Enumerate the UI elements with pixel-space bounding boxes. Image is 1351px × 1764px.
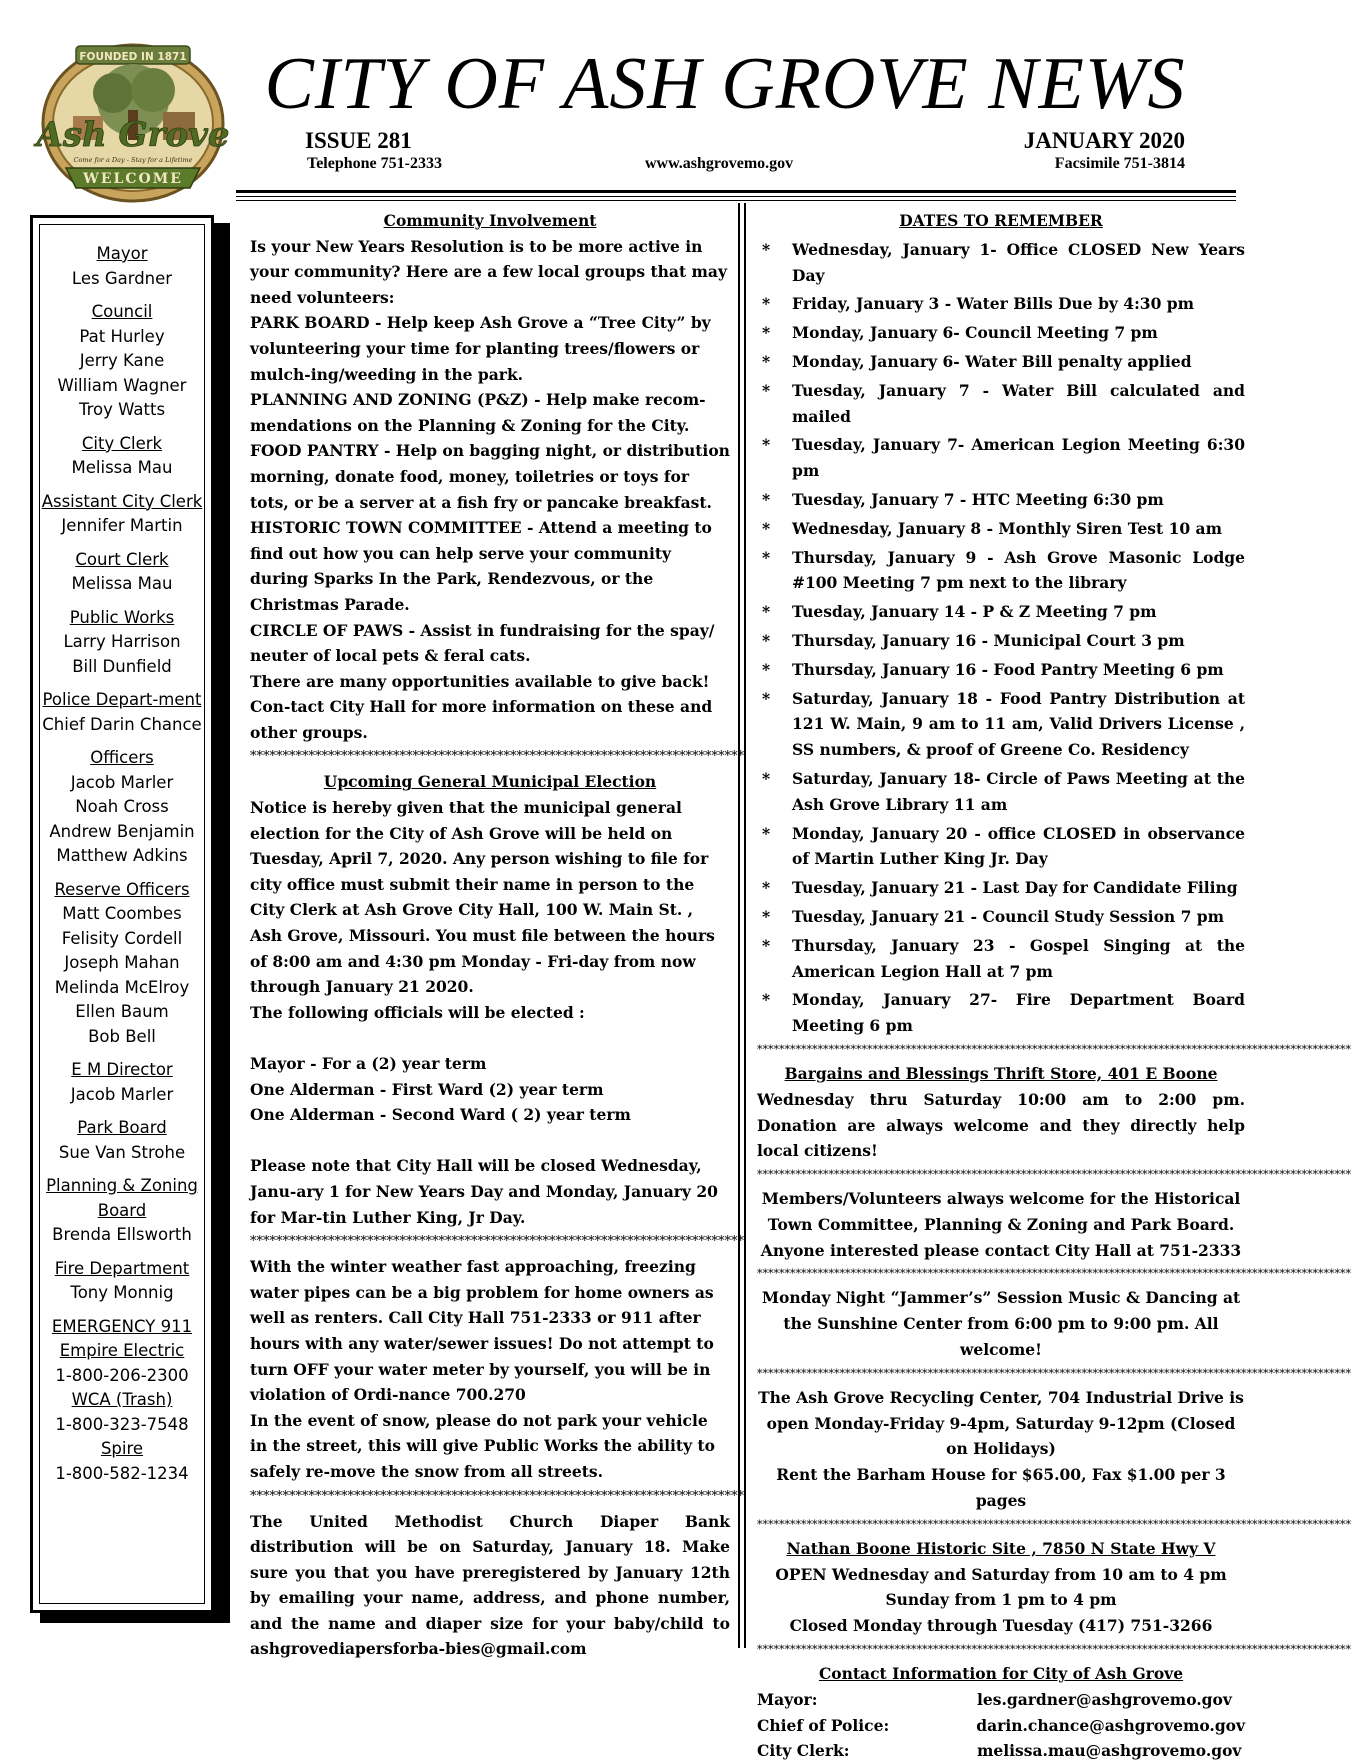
event-text: Thursday, January 9 - Ash Grove Masonic Lodge #100 Meeting 7 pm next to the library (792, 547, 1245, 593)
event-text: Tuesday, January 21 - Council Study Session 7 pm (792, 906, 1224, 926)
sidebar-official-name: Ellen Baum (75, 1002, 169, 1021)
utility-phone: 1-800-206-2300 (55, 1365, 189, 1385)
volunteers-contact: Anyone interested please contact City Hall at 751-2333 (760, 1240, 1242, 1260)
events-list (757, 237, 1245, 1039)
event-item (757, 349, 1245, 375)
barham-text: Rent the Barham House for $65.00, Fax $1.00 per 3 pages (776, 1465, 1226, 1511)
sidebar-official-name: Melissa Mau (71, 574, 173, 593)
bullet-icon: * (762, 878, 771, 898)
election-heading: Upcoming General Municipal Election (323, 772, 657, 792)
event-item (757, 320, 1245, 346)
event-item (757, 291, 1245, 317)
star-separator: ************************************************************************************************************ (757, 1643, 1351, 1657)
sidebar-group (33, 1257, 211, 1306)
opportunities-text: There are many opportunities available to give back! Con-tact City Hall for more information on these and other groups. (250, 671, 713, 742)
park-board-text: PARK BOARD - Help keep Ash Grove a “Tree City” by volunteering your time for planting trees/flowers or mulch-ing/weeding in the park. (250, 313, 711, 384)
bullet-icon: * (762, 239, 771, 259)
issue-number: ISSUE 281 (305, 128, 412, 153)
historic-committee-text: HISTORIC TOWN COMMITTEE - Attend a meeting to find out how you can help serve your community during Sparks In the Park, Rendezvous, or the Christmas Parade. (250, 518, 712, 614)
contact-role: Mayor: (757, 1689, 818, 1709)
contact-email[interactable]: darin.chance@ashgrovemo.gov (976, 1715, 1245, 1735)
bullet-icon: * (762, 380, 771, 400)
diaper-bank-text: The United Methodist Church Diaper Bank distribution will be on Saturday, January 18. Make sure you that you have preregistered by January 12th by emailing your name, address, and phone number, and the name and diaper size for your baby/child to ashgrovediapersforba-bies@gmail.com (250, 1511, 730, 1659)
masthead-rule (236, 196, 1236, 197)
bullet-icon: * (762, 351, 771, 371)
event-text: Monday, January 6- Water Bill penalty applied (792, 351, 1192, 371)
logo-top-text: FOUNDED IN 1871 (79, 51, 187, 63)
sidebar-official-name: Jacob Marler (70, 1084, 174, 1104)
event-item (757, 875, 1245, 901)
masthead-rule (236, 190, 1236, 193)
sidebar-official-name: Melinda McElroy (54, 977, 190, 997)
facsimile: Facsimile 751-3814 (1054, 155, 1185, 172)
circle-of-paws-text: CIRCLE OF PAWS - Assist in fundraising for the spay/ neuter of local pets & feral cats. (250, 620, 715, 666)
logo-name: Ash Grove (36, 115, 230, 155)
star-separator: ************************************************************************************************************ (757, 1517, 1351, 1531)
bullet-icon: * (762, 518, 771, 538)
sidebar-official-name: Brenda Ellsworth (52, 1225, 192, 1244)
bullet-icon: * (762, 659, 771, 679)
sidebar-group (33, 688, 211, 737)
event-text: Friday, January 3 - Water Bills Due by 4:30 pm (792, 294, 1195, 314)
sidebar-official-name: Jerry Kane (79, 351, 165, 370)
column-divider (738, 203, 740, 1648)
event-item (757, 487, 1245, 513)
sidebar-group (33, 746, 211, 869)
event-text: Tuesday, January 7 - HTC Meeting 6:30 pm (792, 489, 1164, 509)
event-text: Wednesday, January 1- Office CLOSED New Years Day (792, 239, 1245, 285)
utility-name: Empire Electric (59, 1341, 185, 1360)
star-separator: **************************************************************************** (250, 1234, 744, 1250)
sidebar-official-name: Matthew Adkins (56, 846, 188, 865)
bullet-icon: * (762, 688, 771, 708)
sidebar-group (33, 1058, 211, 1107)
sidebar-group (33, 548, 211, 597)
position-item: One Alderman - Second Ward ( 2) year term (250, 1105, 631, 1125)
bullet-icon: * (762, 935, 771, 955)
sidebar-heading: E M Director (71, 1060, 173, 1079)
event-text: Thursday, January 16 - Food Pantry Meeting 6 pm (792, 659, 1224, 679)
bullet-icon: * (762, 294, 771, 314)
contact-row (757, 1738, 1245, 1764)
winter-text: With the winter weather fast approaching, freezing water pipes can be a big problem for home owners as well as renters. Call City Hall 751-2333 or 911 after hours with any water/sewer issues! Do not attempt to turn OFF your water meter by yourself, you will be in violation of Ordi-nance 700.270 (250, 1257, 714, 1405)
sidebar-official-name: Tony Monnig (70, 1283, 174, 1302)
sidebar-official-name: Bill Dunfield (72, 656, 172, 676)
utility-phone: 1-800-323-7548 (55, 1414, 189, 1434)
sidebar-official-name: Matt Coombes (62, 904, 182, 923)
event-item (757, 686, 1245, 763)
position-item: One Alderman - First Ward (2) year term (250, 1079, 604, 1099)
event-text: Monday, January 6- Council Meeting 7 pm (792, 323, 1158, 343)
recycling-text: The Ash Grove Recycling Center, 704 Industrial Drive is open Monday-Friday 9-4pm, Saturday 9-12pm (Closed on Holidays) (758, 1387, 1244, 1459)
logo-welcome: WELCOME (83, 171, 183, 187)
sidebar-heading: Council (91, 302, 153, 321)
right-column (757, 208, 1351, 1764)
sidebar-official-name: Pat Hurley (79, 326, 165, 346)
sidebar-official-name: Les Gardner (71, 268, 173, 288)
thrift-text: Wednesday thru Saturday 10:00 am to 2:00 pm. Donation are always welcome and they directly help local citizens! (757, 1089, 1245, 1161)
event-item (757, 516, 1245, 542)
sidebar-group (33, 300, 211, 423)
event-item (757, 378, 1245, 430)
sidebar-official-name: Noah Cross (75, 797, 169, 816)
event-text: Thursday, January 16 - Municipal Court 3 pm (792, 630, 1185, 650)
sidebar-heading: Court Clerk (75, 549, 169, 569)
event-item (757, 933, 1245, 985)
contact-list (757, 1687, 1245, 1764)
sidebar-official-name: Chief Darin Chance (42, 714, 202, 734)
telephone: Telephone 751-2333 (307, 155, 442, 172)
star-separator: ************************************************************************************************************ (757, 1366, 1351, 1380)
star-separator: ************************************************************************************************************ (757, 1168, 1351, 1182)
sidebar-official-name: Bob Bell (88, 1026, 156, 1046)
event-item (757, 545, 1245, 597)
event-text: Thursday, January 23 - Gospel Singing at the American Legion Hall at 7 pm (792, 935, 1245, 981)
community-intro: Is your New Years Resolution is to be more active in your community? Here are a few local groups that may need volunteers: (250, 236, 727, 307)
event-item (757, 599, 1245, 625)
sidebar-official-name: Melissa Mau (71, 458, 173, 477)
contact-row (757, 1687, 1245, 1713)
star-separator: ************************************************************************************************************ (757, 1042, 1351, 1056)
sidebar-heading: Planning & Zoning Board (46, 1176, 198, 1220)
sidebar-official-name: Troy Watts (78, 400, 166, 419)
sidebar-heading: City Clerk (81, 433, 163, 453)
star-separator: ************************************************************************************************************ (757, 1267, 1351, 1281)
officials-list (33, 242, 211, 1495)
boone-hours-1: OPEN Wednesday and Saturday from 10 am to 4 pm (775, 1564, 1227, 1584)
bullet-icon: * (762, 906, 771, 926)
event-text: Tuesday, January 14 - P & Z Meeting 7 pm (792, 602, 1157, 622)
volunteers-text: Members/Volunteers always welcome for the Historical Town Committee, Planning & Zoning and Park Board. (761, 1189, 1241, 1234)
election-text: Notice is hereby given that the municipal general election for the City of Ash Grove will be held on Tuesday, April 7, 2020. Any person wishing to file for city office must submit their name in person to the City Clerk at Ash Grove City Hall, 100 W. Main St. , Ash Grove, Missouri. You must file between the hours of 8:00 am and 4:30 pm Monday - Fri-day from now through January 21 2020. (250, 798, 715, 997)
event-text: Saturday, January 18- Circle of Paws Meeting at the Ash Grove Library 11 am (792, 768, 1245, 814)
sidebar-group (33, 432, 211, 481)
sidebar-group (33, 606, 211, 680)
sidebar-group (33, 490, 211, 539)
emergency-group (33, 1315, 211, 1487)
utility-name: WCA (Trash) (71, 1390, 173, 1409)
star-separator: **************************************************************************** (250, 1488, 744, 1504)
newsletter-title: CITY OF ASH GROVE NEWS (264, 43, 1186, 125)
sidebar-official-name: William Wagner (57, 375, 187, 395)
sidebar-official-name: Larry Harrison (63, 632, 181, 651)
contact-email[interactable]: melissa.mau@ashgrovemo.gov (977, 1741, 1242, 1761)
sidebar-heading: Police Depart-ment (42, 690, 202, 709)
sidebar-heading: Reserve Officers (54, 879, 190, 899)
city-logo (28, 38, 238, 206)
sidebar-heading: Mayor (96, 244, 148, 263)
contact-role: Chief of Police: (757, 1715, 890, 1735)
sidebar-official-name: Sue Van Strohe (58, 1142, 186, 1162)
sidebar-group (33, 878, 211, 1050)
event-item (757, 821, 1245, 873)
middle-column (250, 208, 744, 1662)
sidebar-official-name: Felisity Cordell (61, 928, 183, 948)
sidebar-group (33, 242, 211, 291)
contact-row (757, 1713, 1245, 1739)
sidebar-heading: Officers (90, 748, 154, 767)
event-text: Monday, January 20 - office CLOSED in observance of Martin Luther King Jr. Day (792, 823, 1245, 869)
sidebar-heading: Public Works (69, 607, 175, 627)
event-item (757, 432, 1245, 484)
utility-phone: 1-800-582-1234 (55, 1463, 189, 1483)
emergency-heading: EMERGENCY 911 (51, 1316, 193, 1336)
sidebar-official-name: Jennifer Martin (61, 516, 183, 535)
jammers-line-2: the Sunshine Center from 6:00 pm to 9:00 pm. All welcome! (783, 1314, 1219, 1360)
contact-heading: Contact Information for City of Ash Grove (818, 1664, 1184, 1684)
column-divider (744, 203, 746, 1648)
sidebar-official-name: Jacob Marler (70, 772, 174, 792)
closed-note: Please note that City Hall will be closed Wednesday, Janu-ary 1 for New Years Day and Monday, January 20 for Mar-tin Luther King, Jr Day. (250, 1156, 718, 1227)
utility-name: Spire (100, 1439, 144, 1458)
bullet-icon: * (762, 323, 771, 343)
sidebar-heading: Park Board (77, 1118, 167, 1137)
pz-text: PLANNING AND ZONING (P&Z) - Help make recom-mendations on the Planning & Zoning for the City. (250, 390, 706, 435)
bullet-icon: * (762, 547, 771, 567)
event-item (757, 987, 1245, 1039)
event-item (757, 904, 1245, 930)
sidebar-group (33, 1174, 211, 1248)
event-text: Monday, January 27- Fire Department Board Meeting 6 pm (792, 990, 1245, 1036)
bullet-icon: * (762, 489, 771, 509)
event-item (757, 766, 1245, 818)
snow-text: In the event of snow, please do not park your vehicle in the street, this will give Public Works the ability to safely re-move the snow from all streets. (250, 1410, 715, 1481)
issue-date: JANUARY 2020 (1023, 128, 1185, 153)
event-item (757, 628, 1245, 654)
contact-role: City Clerk: (757, 1741, 850, 1761)
sidebar-official-name: Joseph Mahan (64, 953, 180, 972)
sidebar-official-name: Andrew Benjamin (49, 821, 195, 841)
masthead-rule (236, 200, 1236, 201)
boone-heading: Nathan Boone Historic Site , 7850 N State Hwy V (786, 1538, 1216, 1558)
sidebar-group (33, 1116, 211, 1165)
bullet-icon: * (762, 823, 771, 843)
bullet-icon: * (762, 630, 771, 650)
bullet-icon: * (762, 435, 771, 455)
dates-heading: DATES TO REMEMBER (899, 211, 1103, 230)
event-text: Tuesday, January 7 - Water Bill calculated and mailed (792, 380, 1245, 426)
community-heading: Community Involvement (383, 211, 597, 230)
sidebar-heading: Fire Department (54, 1258, 190, 1278)
sidebar-heading: Assistant City Clerk (41, 491, 203, 511)
event-item (757, 657, 1245, 683)
event-item (757, 237, 1245, 289)
website: www.ashgrovemo.gov (645, 155, 794, 172)
event-text: Wednesday, January 8 - Monthly Siren Test 10 am (792, 518, 1223, 538)
contact-email[interactable]: les.gardner@ashgrovemo.gov (977, 1689, 1232, 1709)
food-pantry-text: FOOD PANTRY - Help on bagging night, or distribution morning, donate food, money, toiletries or toys for tots, or be a server at a fish fry or pancake breakfast. (250, 441, 730, 512)
position-item: Mayor - For a (2) year term (250, 1054, 487, 1073)
bullet-icon: * (762, 768, 771, 788)
thrift-heading: Bargains and Blessings Thrift Store, 401 E Boone (784, 1063, 1218, 1083)
boone-hours-3: Closed Monday through Tuesday (417) 751-3266 (789, 1616, 1213, 1636)
bullet-icon: * (762, 602, 771, 622)
logo-tagline: Come for a Day - Stay for a Lifetime (73, 156, 193, 164)
elected-intro: The following officials will be elected : (250, 1002, 585, 1022)
jammers-line-1: Monday Night “Jammer’s” Session Music & Dancing at (761, 1288, 1241, 1308)
event-text: Saturday, January 18 - Food Pantry Distribution at 121 W. Main, 9 am to 11 am, Valid Drivers License , SS numbers, & proof of Greene Co. Residency (792, 688, 1245, 760)
boone-hours-2: Sunday from 1 pm to 4 pm (885, 1590, 1117, 1610)
officials-sidebar (30, 215, 214, 1613)
bullet-icon: * (762, 990, 771, 1010)
star-separator: **************************************************************************** (250, 749, 744, 765)
event-text: Tuesday, January 7- American Legion Meeting 6:30 pm (792, 435, 1245, 481)
event-text: Tuesday, January 21 - Last Day for Candidate Filing (792, 878, 1238, 898)
